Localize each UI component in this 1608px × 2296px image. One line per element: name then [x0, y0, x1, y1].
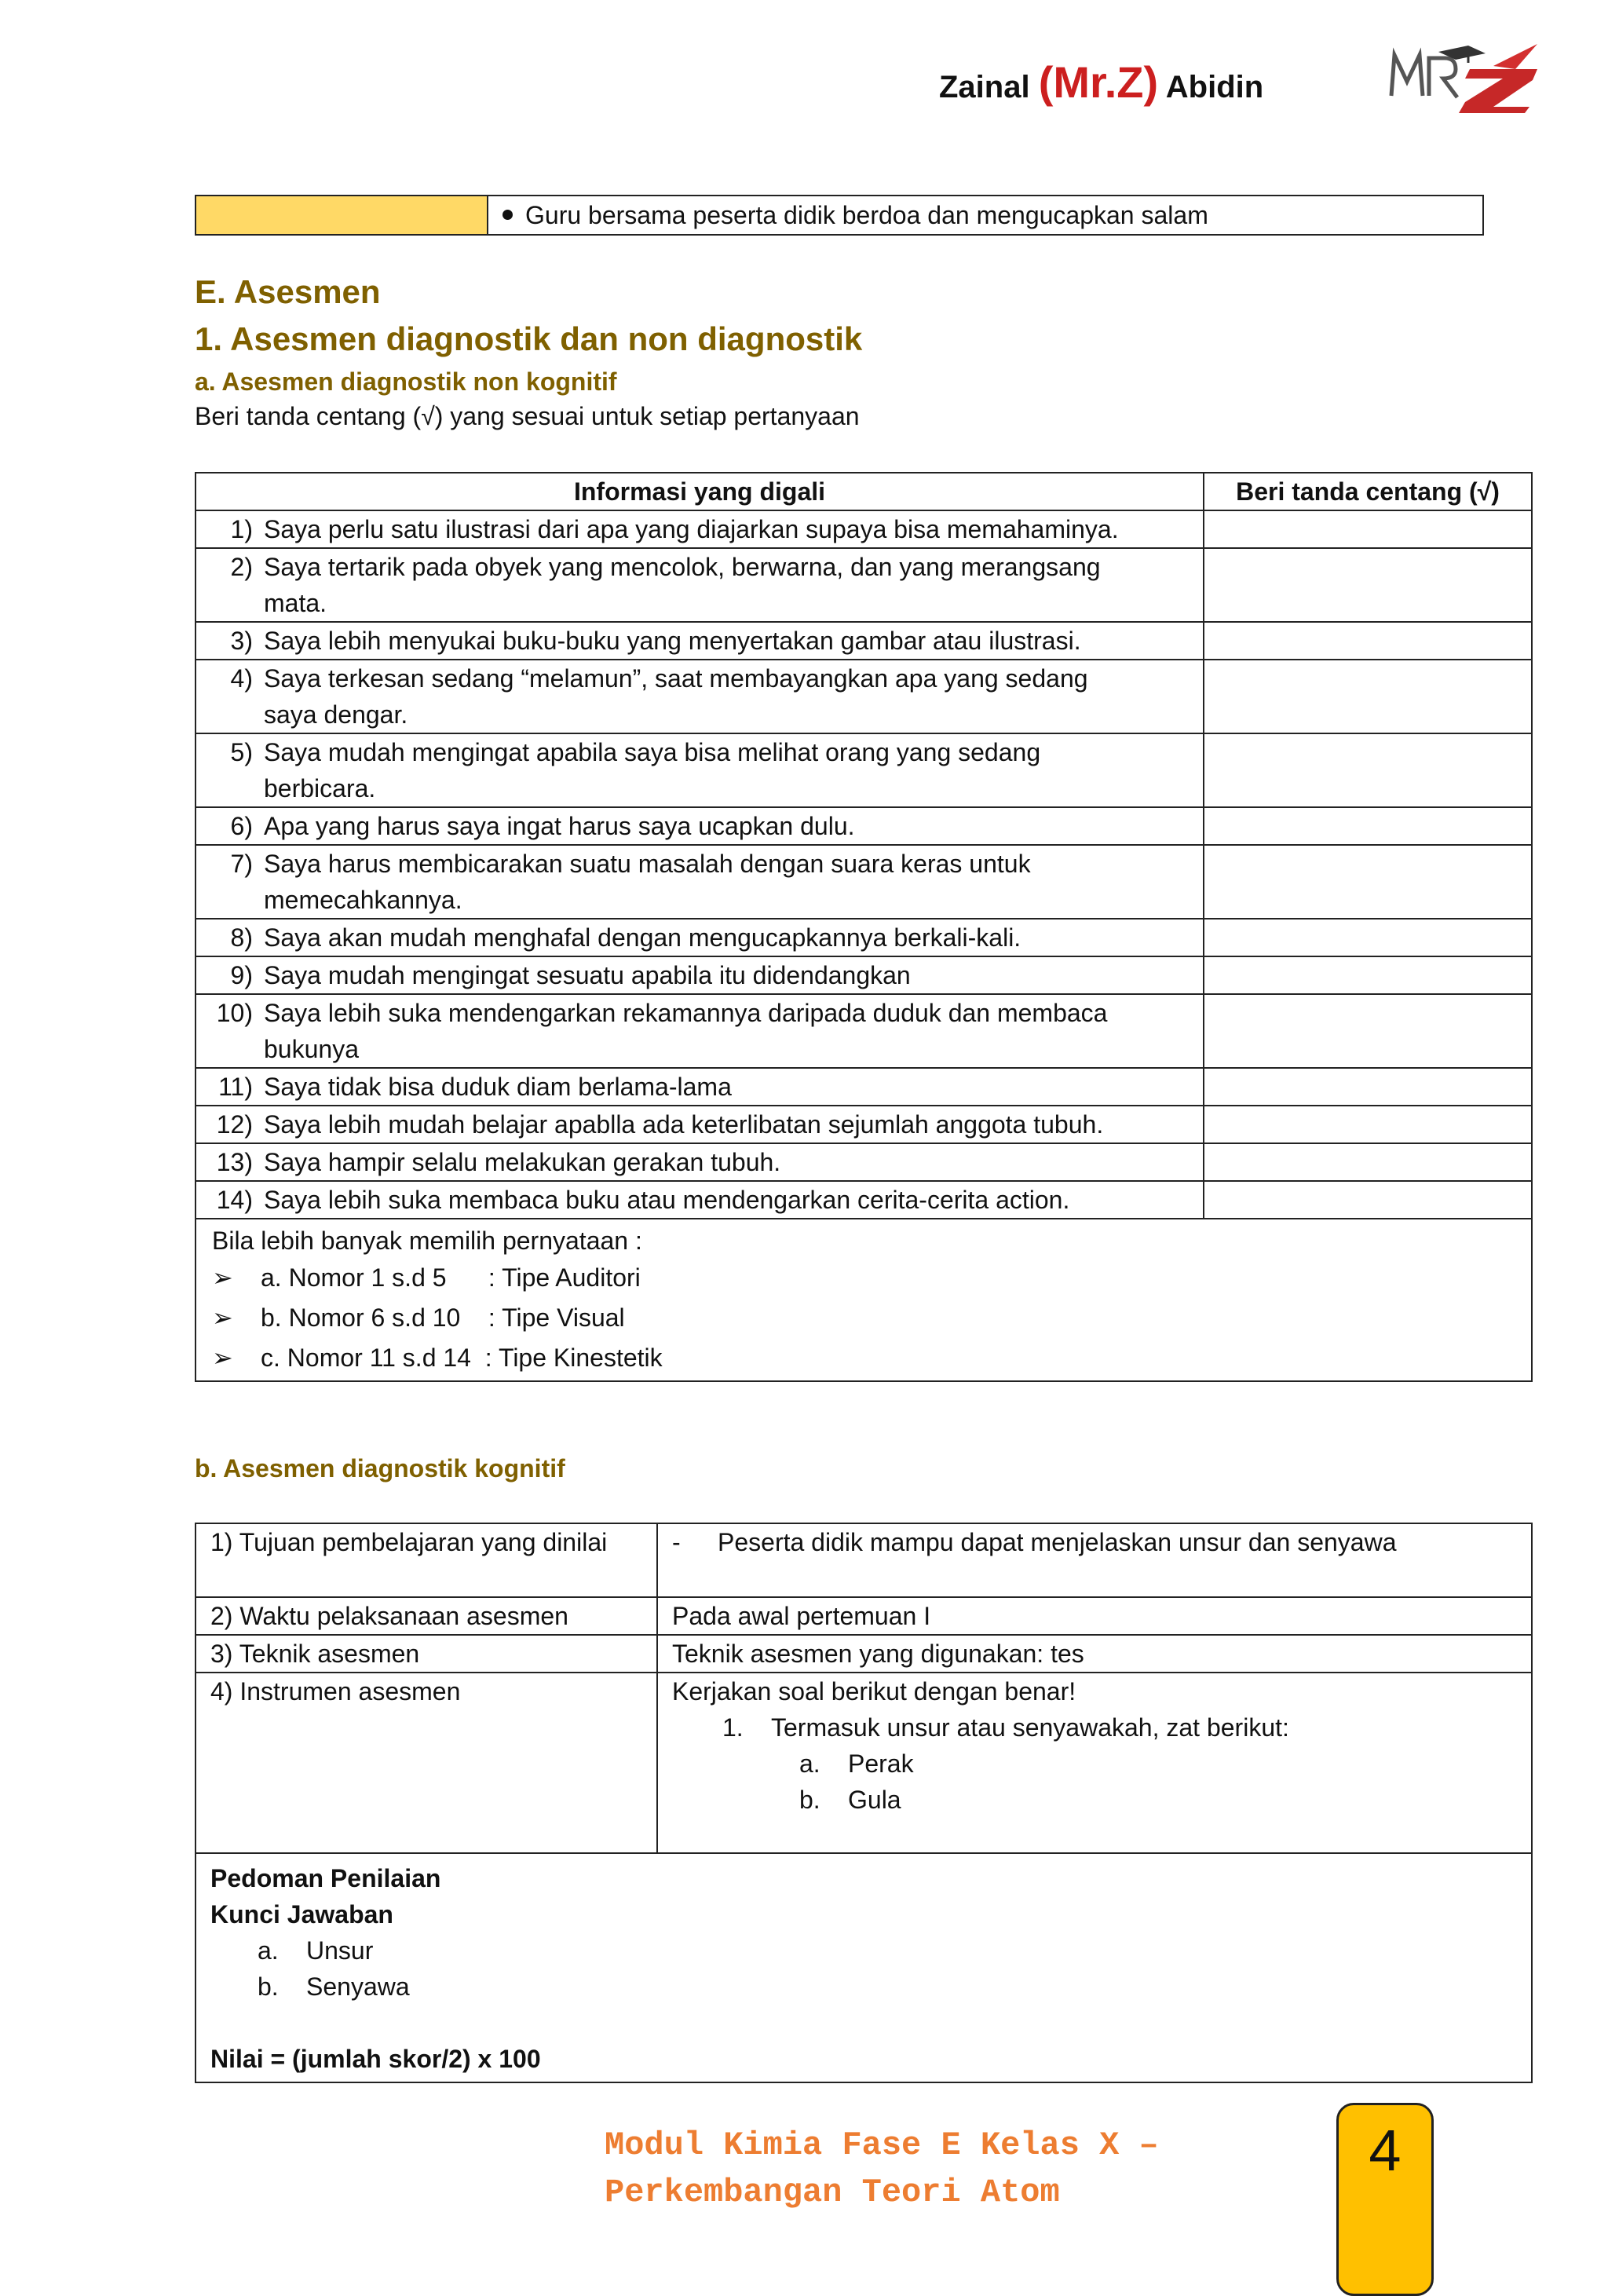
question-number: 1)	[230, 515, 253, 543]
table-row	[196, 919, 1532, 956]
question-text	[264, 734, 1203, 806]
option-letter: b.	[799, 1786, 820, 1814]
option-item	[672, 1746, 1517, 1782]
author-first: Zainal	[939, 70, 1030, 104]
question-cell	[196, 622, 1204, 660]
scoring-cell	[196, 1853, 1532, 2082]
col-header-info: Informasi yang digali	[196, 473, 1204, 510]
row-value: Pada awal pertemuan I	[657, 1597, 1532, 1635]
question-item	[196, 734, 1203, 806]
question-text: Termasuk unsur atau senyawakah, zat berikut:	[771, 1713, 1289, 1742]
question-line: Saya lebih mudah belajar apablla ada keterlibatan sejumlah anggota tubuh.	[264, 1110, 1104, 1139]
question-line: Saya mudah mengingat sesuatu apabila itu didendangkan	[264, 961, 911, 989]
check-cell[interactable]	[1204, 548, 1532, 622]
arrow-bullet-icon: ➢	[212, 1303, 233, 1332]
table-row	[196, 1635, 1532, 1673]
question-text	[264, 846, 1203, 918]
question-line: Saya harus membicarakan suatu masalah dengan suara keras untuk	[264, 850, 1031, 878]
question-number: 14)	[216, 1186, 253, 1214]
question-number: 8)	[230, 923, 253, 952]
check-cell[interactable]	[1204, 1181, 1532, 1219]
table-row	[196, 1143, 1532, 1181]
check-cell[interactable]	[1204, 510, 1532, 548]
question-item	[196, 549, 1203, 621]
question-text	[264, 1106, 1203, 1143]
question-item	[672, 1709, 1517, 1746]
question-number: 12)	[216, 1110, 253, 1139]
author-nickname: (Mr.Z)	[1038, 57, 1159, 107]
question-cell	[196, 1106, 1204, 1143]
question-number: 10)	[216, 999, 253, 1027]
option-text: Perak	[848, 1749, 914, 1778]
question-number: 3)	[230, 627, 253, 655]
table-row	[196, 1068, 1532, 1106]
question-cell	[196, 919, 1204, 956]
question-item	[196, 919, 1203, 956]
question-cell	[196, 1181, 1204, 1219]
check-cell[interactable]	[1204, 660, 1532, 733]
row-label: 2) Waktu pelaksanaan asesmen	[196, 1597, 657, 1635]
table-row	[196, 196, 1483, 235]
answer-key-title: Kunci Jawaban	[210, 1900, 393, 1929]
check-cell[interactable]	[1204, 994, 1532, 1068]
dash-bullet: -	[672, 1528, 681, 1556]
table-row	[196, 1673, 1532, 1853]
footer-line-2: Perkembangan Teori Atom	[605, 2174, 1060, 2211]
row-value	[657, 1523, 1532, 1597]
question-item	[196, 808, 1203, 844]
scoring-guide-title: Pedoman Penilaian	[210, 1864, 441, 1892]
objective-text: Peserta didik mampu dapat menjelaskan unsur dan senyawa	[718, 1528, 1397, 1556]
row-label: 1) Tujuan pembelajaran yang dinilai	[196, 1523, 657, 1597]
question-item	[196, 846, 1203, 918]
question-cell	[196, 956, 1204, 994]
summary-intro: Bila lebih banyak memilih pernyataan :	[212, 1227, 642, 1255]
check-cell[interactable]	[1204, 622, 1532, 660]
section-heading-a: a. Asesmen diagnostik non kognitif	[195, 367, 617, 396]
question-cell	[196, 733, 1204, 807]
activity-text: Guru bersama peserta didik berdoa dan mengucapkan salam	[525, 201, 1208, 229]
question-line: Saya perlu satu ilustrasi dari apa yang diajarkan supaya bisa memahaminya.	[264, 515, 1119, 543]
section-heading-1: 1. Asesmen diagnostik dan non diagnostik	[195, 320, 863, 357]
question-line: Saya lebih suka mendengarkan rekamannya daripada duduk dan membaca	[264, 999, 1108, 1027]
check-cell[interactable]	[1204, 1106, 1532, 1143]
table-row	[196, 1597, 1532, 1635]
question-text	[264, 808, 1203, 844]
table-row	[196, 548, 1532, 622]
question-cell	[196, 994, 1204, 1068]
check-cell[interactable]	[1204, 807, 1532, 845]
summary-item	[212, 1297, 1515, 1337]
answer-text: Senyawa	[306, 1972, 410, 2001]
question-line: bukunya	[264, 1035, 359, 1063]
answer-item	[210, 1932, 1517, 1969]
question-number: 13)	[216, 1148, 253, 1176]
table-row	[196, 733, 1532, 807]
non-cognitive-table	[195, 472, 1533, 1382]
question-item	[196, 1069, 1203, 1105]
page-number: 4	[1369, 2118, 1402, 2183]
option-text: Gula	[848, 1786, 901, 1814]
summary-row	[196, 1219, 1532, 1381]
row-value	[657, 1673, 1532, 1853]
answer-letter: b.	[258, 1972, 279, 2001]
question-line: Apa yang harus saya ingat harus saya ucapkan dulu.	[264, 812, 855, 840]
question-number: 2)	[230, 553, 253, 581]
question-item	[196, 1106, 1203, 1143]
score-formula: Nilai = (jumlah skor/2) x 100	[210, 2045, 541, 2073]
summary-text: b. Nomor 6 s.d 10 : Tipe Visual	[261, 1303, 625, 1332]
question-item	[196, 995, 1203, 1067]
question-item	[196, 511, 1203, 547]
table-row	[196, 994, 1532, 1068]
question-line: Saya lebih suka membaca buku atau mendengarkan cerita-cerita action.	[264, 1186, 1070, 1214]
instruction-text: Beri tanda centang (√) yang sesuai untuk setiap pertanyaan	[195, 402, 860, 430]
question-cell	[196, 548, 1204, 622]
footer-line-1: Modul Kimia Fase E Kelas X –	[605, 2126, 1159, 2164]
check-cell[interactable]	[1204, 1143, 1532, 1181]
summary-cell	[196, 1219, 1532, 1381]
table-row	[196, 807, 1532, 845]
activity-cell	[488, 196, 1483, 235]
question-text	[264, 957, 1203, 993]
summary-item	[212, 1257, 1515, 1297]
module-footer	[605, 2122, 1159, 2216]
question-cell	[196, 807, 1204, 845]
col-header-check: Beri tanda centang (√)	[1204, 473, 1532, 510]
question-text	[264, 660, 1203, 733]
check-cell[interactable]	[1204, 845, 1532, 919]
option-item	[672, 1782, 1517, 1818]
table-row	[196, 510, 1532, 548]
question-line: saya dengar.	[264, 700, 408, 729]
question-line: Saya terkesan sedang “melamun”, saat membayangkan apa yang sedang	[264, 664, 1088, 693]
question-line: Saya hampir selalu melakukan gerakan tubuh.	[264, 1148, 781, 1176]
answer-letter: a.	[258, 1936, 279, 1965]
activity-stage-cell	[196, 196, 488, 235]
question-item	[196, 957, 1203, 993]
question-item	[196, 623, 1203, 659]
question-text	[264, 995, 1203, 1067]
row-label: 4) Instrumen asesmen	[196, 1673, 657, 1853]
summary-text: a. Nomor 1 s.d 5 : Tipe Auditori	[261, 1263, 641, 1292]
question-cell	[196, 1143, 1204, 1181]
option-letter: a.	[799, 1749, 820, 1778]
scoring-row	[196, 1853, 1532, 2082]
question-text	[264, 511, 1203, 547]
mrz-logo	[1383, 35, 1540, 113]
check-cell[interactable]	[1204, 956, 1532, 994]
question-number: 7)	[230, 850, 253, 878]
bullet-icon	[502, 210, 513, 220]
question-text	[264, 1182, 1203, 1218]
instrument-intro: Kerjakan soal berikut dengan benar!	[672, 1677, 1076, 1706]
answer-text: Unsur	[306, 1936, 374, 1965]
question-line: Saya mudah mengingat apabila saya bisa melihat orang yang sedang	[264, 738, 1041, 766]
table-row	[196, 622, 1532, 660]
cognitive-table	[195, 1523, 1533, 2083]
question-text	[264, 623, 1203, 659]
question-text	[264, 549, 1203, 621]
question-text	[264, 1069, 1203, 1105]
check-cell[interactable]	[1204, 919, 1532, 956]
question-number: 9)	[230, 961, 253, 989]
check-cell[interactable]	[1204, 1068, 1532, 1106]
question-item	[196, 1182, 1203, 1218]
question-line: Saya tidak bisa duduk diam berlama-lama	[264, 1073, 732, 1101]
section-heading-e: E. Asesmen	[195, 273, 381, 310]
question-text	[264, 1144, 1203, 1180]
question-cell	[196, 845, 1204, 919]
question-line: memecahkannya.	[264, 886, 462, 914]
question-text	[264, 919, 1203, 956]
spacer	[210, 2005, 1517, 2041]
table-header-row	[196, 473, 1532, 510]
table-row	[196, 1106, 1532, 1143]
check-cell[interactable]	[1204, 733, 1532, 807]
closing-activity-table	[195, 195, 1484, 236]
question-item	[196, 660, 1203, 733]
question-line: mata.	[264, 589, 327, 617]
question-number: 4)	[230, 664, 253, 693]
author-name	[939, 57, 1263, 108]
answer-item	[210, 1969, 1517, 2005]
arrow-bullet-icon: ➢	[212, 1263, 233, 1292]
question-number: 5)	[230, 738, 253, 766]
question-number: 11)	[218, 1073, 253, 1101]
question-line: Saya akan mudah menghafal dengan mengucapkannya berkali-kali.	[264, 923, 1021, 952]
question-line: Saya lebih menyukai buku-buku yang menyertakan gambar atau ilustrasi.	[264, 627, 1081, 655]
table-row	[196, 845, 1532, 919]
table-row	[196, 1523, 1532, 1597]
question-line: Saya tertarik pada obyek yang mencolok, berwarna, dan yang merangsang	[264, 553, 1101, 581]
author-last: Abidin	[1165, 70, 1264, 104]
table-row	[196, 1181, 1532, 1219]
question-cell	[196, 660, 1204, 733]
question-line: berbicara.	[264, 774, 376, 803]
question-cell	[196, 1068, 1204, 1106]
question-item	[196, 1144, 1203, 1180]
row-label: 3) Teknik asesmen	[196, 1635, 657, 1673]
summary-text: c. Nomor 11 s.d 14 : Tipe Kinestetik	[261, 1343, 663, 1372]
row-value: Teknik asesmen yang digunakan: tes	[657, 1635, 1532, 1673]
summary-item	[212, 1337, 1515, 1377]
question-number: 6)	[230, 812, 253, 840]
section-heading-b: b. Asesmen diagnostik kognitif	[195, 1454, 565, 1483]
table-row	[196, 956, 1532, 994]
question-number: 1.	[722, 1713, 744, 1742]
table-row	[196, 660, 1532, 733]
arrow-bullet-icon: ➢	[212, 1343, 233, 1372]
question-cell	[196, 510, 1204, 548]
